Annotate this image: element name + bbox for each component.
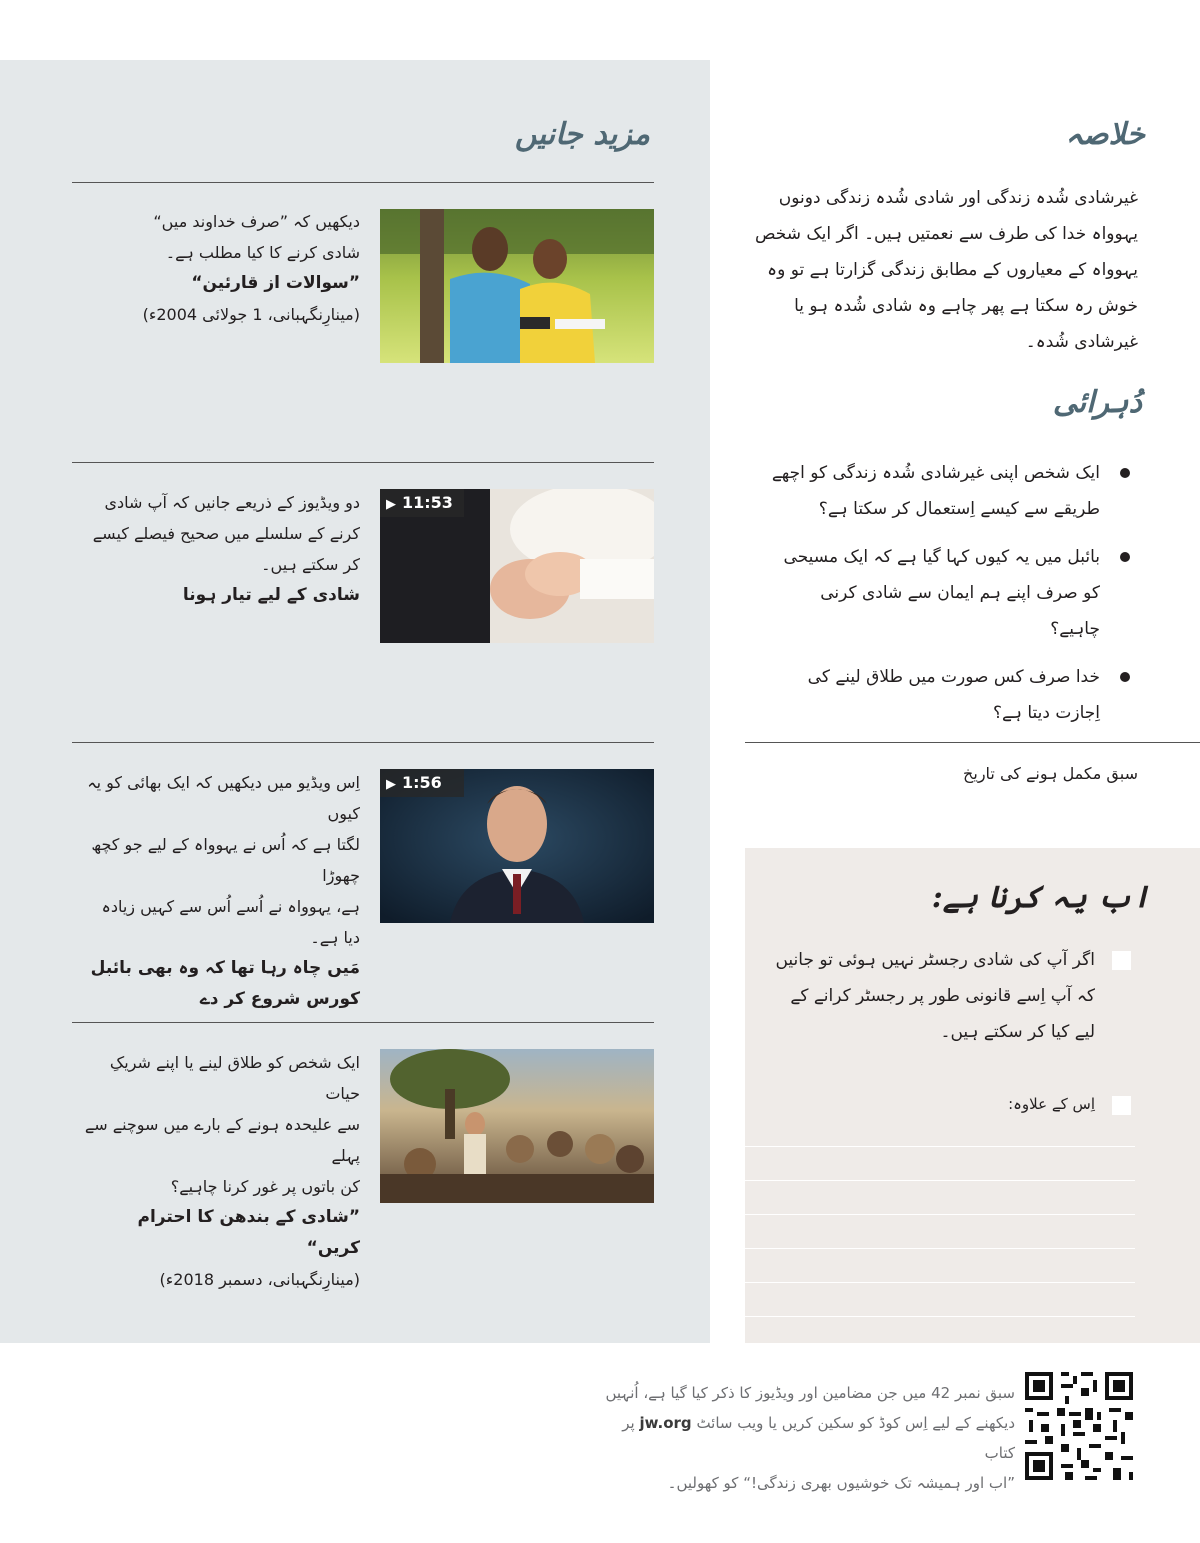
video-duration-badge <box>380 489 464 517</box>
play-icon: ▶ <box>386 777 396 792</box>
video-link[interactable]: مَیں چاہ رہا تھا کہ وہ بھی بائبل کورس شروع کر دے <box>90 958 360 1009</box>
write-line <box>745 1316 1135 1317</box>
review-title: دُہرائی <box>1052 385 1142 420</box>
article-source: (مینارِنگہبانی، 1 جولائی 2004ء) <box>142 305 360 324</box>
entry-line: اِس ویڈیو میں دیکھیں کہ ایک بھائی کو یہ کیوں <box>87 773 360 823</box>
entry-line: دو ویڈیوز کے ذریعے جانیں کہ آپ شادی <box>104 493 360 512</box>
entry-line: سے علیحدہ ہونے کے بارے میں سوچنے سے پہلے <box>84 1115 360 1165</box>
bullet-icon <box>1120 672 1130 682</box>
video-link[interactable]: شادی کے لیے تیار ہونا <box>182 585 360 605</box>
article-link[interactable]: ”سوالات از قارئین“ <box>191 273 360 293</box>
divider <box>72 462 654 463</box>
review-question: خدا صرف کس صورت میں طلاق لینے کی اِجازت دیتا ہے؟ <box>807 667 1100 723</box>
completion-date-label: سبق مکمل ہونے کی تاریخ <box>963 764 1138 783</box>
footer-line: دیکھنے کے لیے اِس کوڈ کو سکین کریں یا ویب سائٹ <box>696 1414 1015 1432</box>
bullet-icon <box>1120 552 1130 562</box>
footer-line: پر کتاب <box>622 1414 1015 1462</box>
play-icon: ▶ <box>386 497 396 512</box>
learn-entry-2-text <box>80 487 360 611</box>
qr-code-icon[interactable] <box>1025 1372 1133 1480</box>
entry-line: شادی کرنے کا کیا مطلب ہے۔ <box>165 243 360 262</box>
task-2-checkbox[interactable] <box>1112 1096 1131 1115</box>
completion-date-line <box>745 742 1200 743</box>
write-line <box>745 1180 1135 1181</box>
divider <box>72 182 654 183</box>
entry-line: ایک شخص کو طلاق لینے یا اپنے شریکِ حیات <box>109 1053 360 1103</box>
write-line <box>745 1146 1135 1147</box>
learn-entry-4-text <box>80 1047 360 1295</box>
article-source: (مینارِنگہبانی، دسمبر 2018ء) <box>159 1270 360 1289</box>
learn-more-title: مزید جانیں <box>514 117 650 152</box>
divider <box>72 742 654 743</box>
write-line <box>745 1214 1135 1215</box>
video-duration: 11:53 <box>402 493 453 512</box>
task-2-text: اِس کے علاوہ: <box>1008 1095 1095 1113</box>
task-1-checkbox[interactable] <box>1112 951 1131 970</box>
entry-line: کن باتوں پر غور کرنا چاہیے؟ <box>170 1177 360 1196</box>
task-1-text: اگر آپ کی شادی رجسٹر نہیں ہوئی تو جانیں کہ آپ اِسے قانونی طور پر رجسٹر کرانے کے لیے کیا کر سکتے ہیں۔ <box>775 950 1095 1042</box>
jw-org-link[interactable]: jw.org <box>639 1414 692 1432</box>
footer-line: ”اب اور ہمیشہ تک خوشیوں بھری زندگی!“ کو کھولیں۔ <box>667 1474 1015 1492</box>
entry-line: لگتا ہے کہ اُس نے یہوواہ کے لیے جو کچھ چھوڑا <box>91 835 360 885</box>
article-link[interactable]: ”شادی کے بندھن کا احترام کریں“ <box>137 1207 360 1258</box>
summary-text: غیرشادی شُدہ زندگی اور شادی شُدہ زندگی دونوں یہوواہ خدا کی طرف سے نعمتیں ہیں۔ اگر ایک شخص یہوواہ کے معیاروں کے مطابق زندگی گزارتا ہے تو وہ خوش رہ سکتا ہے پھر چاہے وہ شادی شُدہ ہو یا غیرشادی شُدہ۔ <box>754 188 1138 352</box>
jesus-teaching-crowd-image[interactable] <box>380 1049 654 1203</box>
bullet-icon <box>1120 468 1130 478</box>
divider <box>72 1022 654 1023</box>
review-question: بائبل میں یہ کیوں کہا گیا ہے کہ ایک مسیحی کو صرف اپنے ہم ایمان سے شادی کرنی چاہیے؟ <box>783 547 1100 639</box>
review-item <box>770 455 1130 527</box>
entry-line: ہے، یہوواہ نے اُسے اُس سے کہیں زیادہ دیا ہے۔ <box>101 897 360 947</box>
entry-line: کرنے کے سلسلے میں صحیح فیصلے کیسے کر سکتے ہیں۔ <box>92 524 360 574</box>
review-item <box>770 539 1130 647</box>
review-list <box>770 455 1130 743</box>
todo-title: اب یہ کرنا ہے: <box>931 880 1150 915</box>
video-duration: 1:56 <box>402 773 442 792</box>
review-item <box>770 659 1130 731</box>
learn-entry-3-text <box>80 767 360 1015</box>
video-duration-badge <box>380 769 464 797</box>
footer-text <box>595 1378 1015 1498</box>
learn-entry-1-text <box>80 206 360 330</box>
entry-line: دیکھیں کہ ”صرف خداوند میں“ <box>153 212 360 231</box>
write-line <box>745 1282 1135 1283</box>
review-question: ایک شخص اپنی غیرشادی شُدہ زندگی کو اچھے طریقے سے کیسے اِستعمال کر سکتا ہے؟ <box>771 463 1100 519</box>
couple-reading-bible-image[interactable] <box>380 209 654 363</box>
write-line <box>745 1248 1135 1249</box>
footer-line: سبق نمبر 42 میں جن مضامین اور ویڈیوز کا ذکر کیا گیا ہے، اُنہیں <box>605 1384 1015 1402</box>
summary-title: خلاصہ <box>1065 117 1145 152</box>
